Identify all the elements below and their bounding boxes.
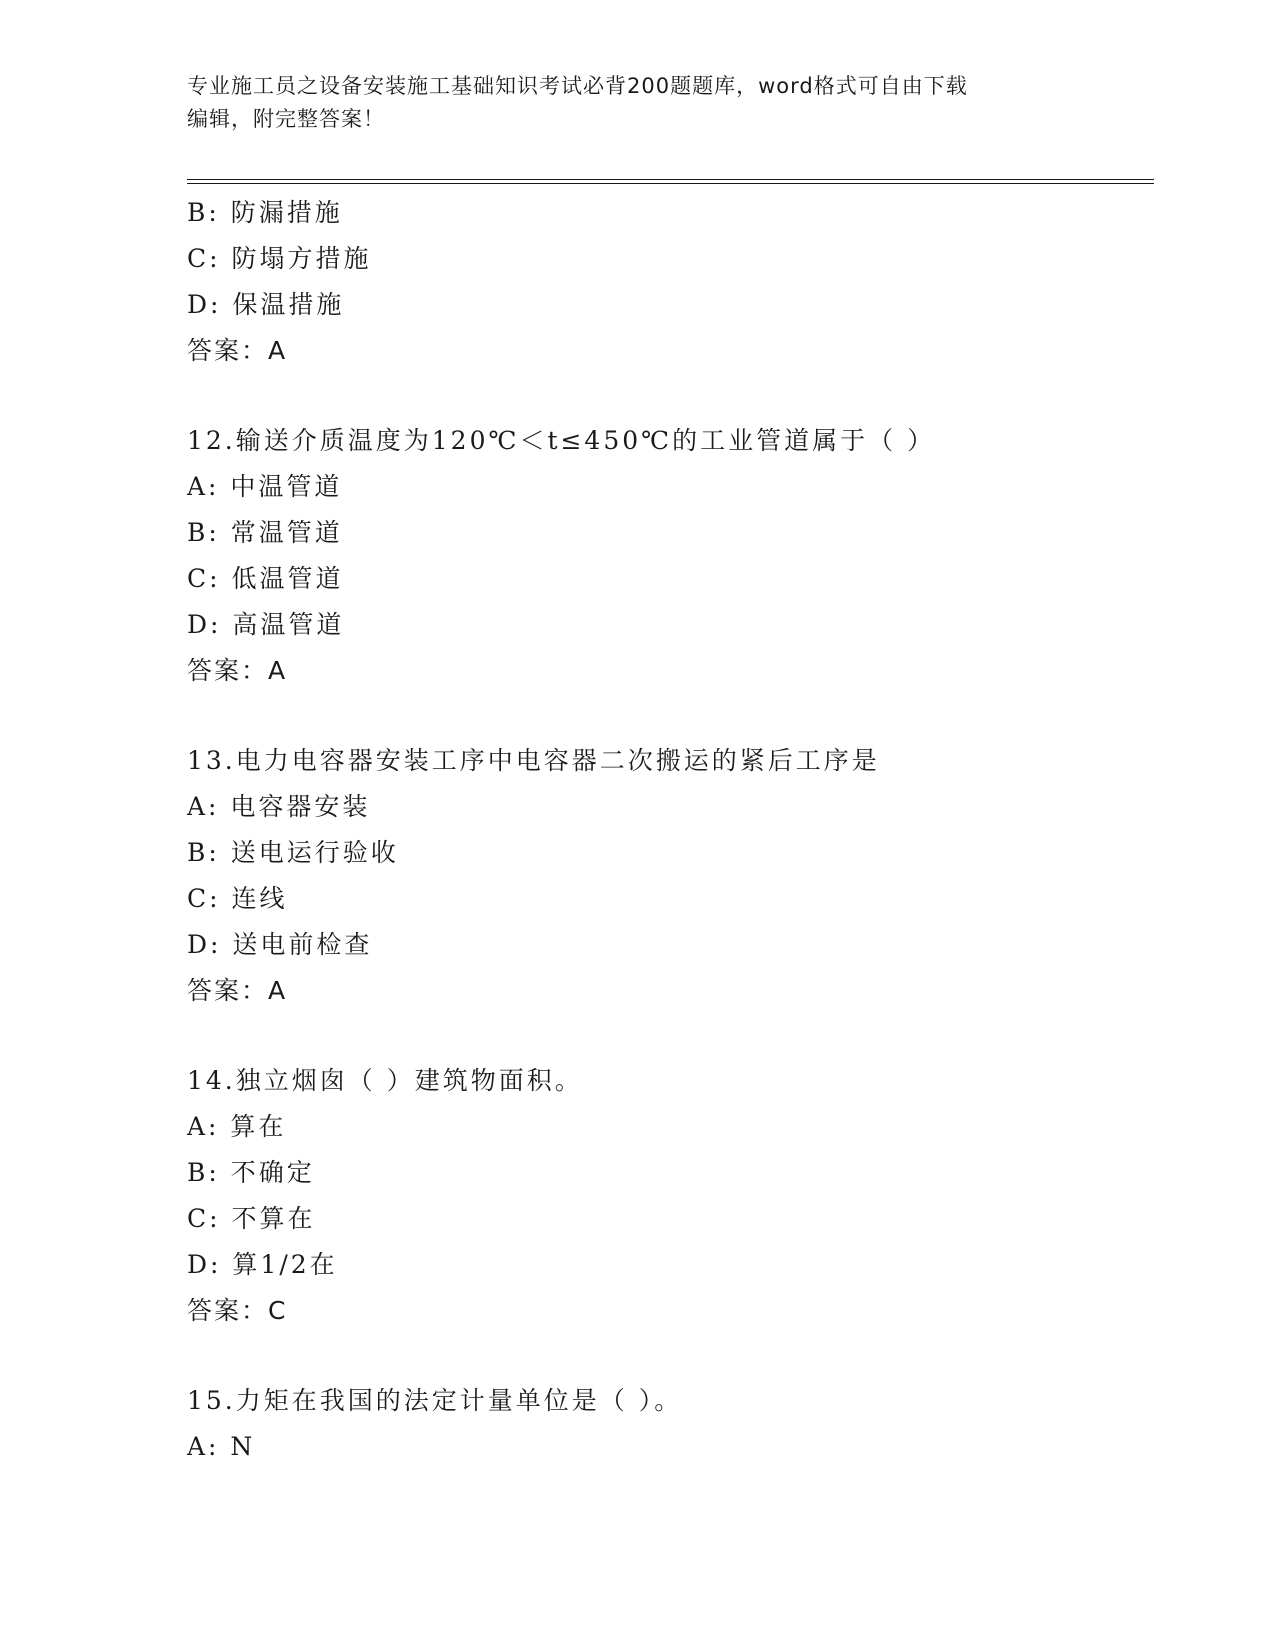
option-b: B: 送电运行验收 — [187, 838, 399, 867]
header-divider-bottom — [187, 183, 1154, 184]
answer: 答案：A — [187, 976, 288, 1005]
spacer — [187, 374, 1147, 418]
answer: 答案：A — [187, 336, 288, 365]
option-c: C: 不算在 — [187, 1204, 316, 1233]
option-b: B: 不确定 — [187, 1158, 315, 1187]
document-header — [187, 70, 1087, 136]
header-title-line-2: 编辑，附完整答案！ — [187, 107, 385, 131]
answer: 答案：A — [187, 656, 288, 685]
spacer — [187, 1014, 1147, 1058]
question-15 — [187, 1378, 1147, 1470]
answer: 答案：C — [187, 1296, 288, 1325]
option-b: B: 常温管道 — [187, 518, 343, 547]
header-divider-top — [187, 179, 1154, 180]
option-a: A: 电容器安装 — [187, 792, 371, 821]
spacer — [187, 694, 1147, 738]
question-13 — [187, 738, 1147, 1014]
question-stem: 15.力矩在我国的法定计量单位是（ ）。 — [187, 1386, 683, 1415]
question-stem: 12.输送介质温度为120℃＜t≤450℃的工业管道属于（ ） — [187, 426, 936, 455]
question-list — [187, 190, 1147, 1470]
spacer — [187, 1334, 1147, 1378]
question-14 — [187, 1058, 1147, 1334]
option-b: B: 防漏措施 — [187, 198, 343, 227]
question-stem: 14.独立烟囱（ ）建筑物面积。 — [187, 1066, 583, 1095]
option-d: D: 保温措施 — [187, 290, 345, 319]
option-c: C: 连线 — [187, 884, 288, 913]
option-d: D: 送电前检查 — [187, 930, 373, 959]
question-12 — [187, 418, 1147, 694]
question-stem: 13.电力电容器安装工序中电容器二次搬运的紧后工序是 — [187, 746, 880, 775]
option-a: A: 中温管道 — [187, 472, 343, 501]
option-c: C: 防塌方措施 — [187, 244, 372, 273]
option-d: D: 高温管道 — [187, 610, 345, 639]
question-11-tail — [187, 190, 1147, 374]
option-c: C: 低温管道 — [187, 564, 344, 593]
header-title-line-1: 专业施工员之设备安装施工基础知识考试必背200题题库，word格式可自由下载 — [187, 74, 968, 98]
option-a: A: 算在 — [187, 1112, 287, 1141]
option-d: D: 算1/2在 — [187, 1250, 338, 1279]
option-a: A: N — [187, 1432, 256, 1461]
